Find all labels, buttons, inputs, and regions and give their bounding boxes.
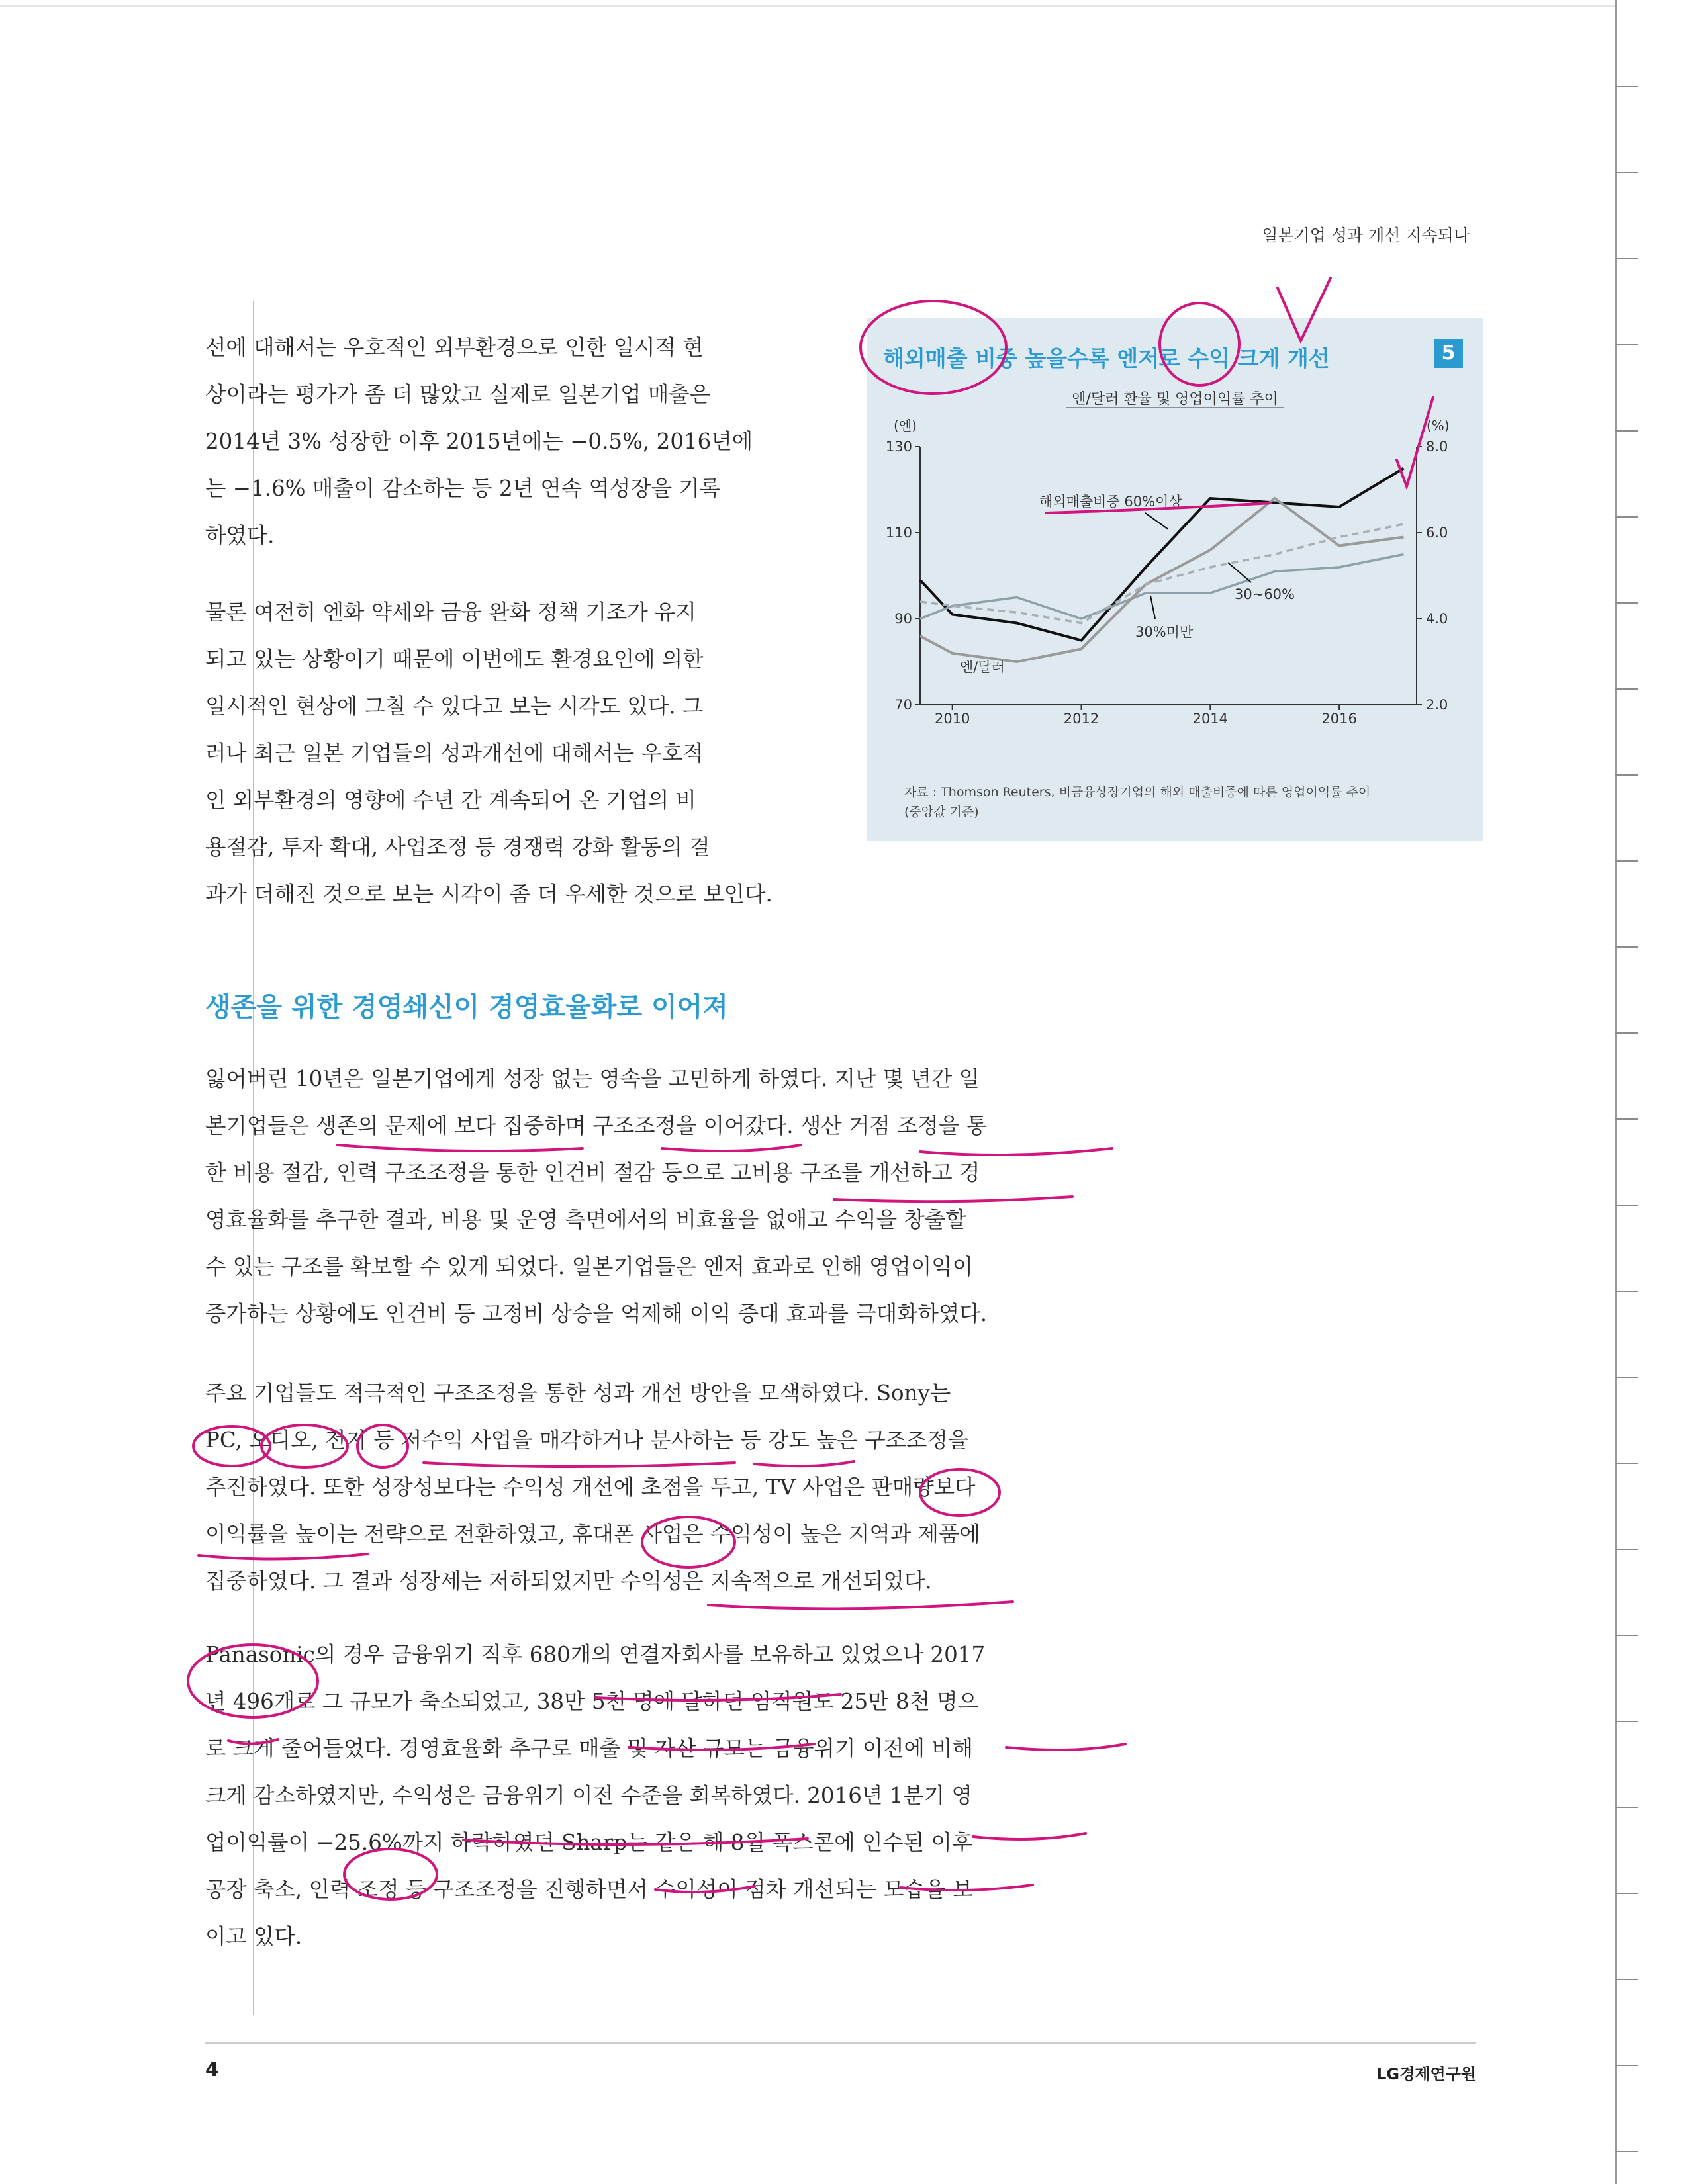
text-line: 영효율화를 추구한 결과, 비용 및 운영 측면에서의 비효율을 없애고 수익을 창출할 — [205, 1207, 966, 1232]
x-tick-label: 2012 — [1063, 711, 1100, 727]
y-right-tick-label: 2.0 — [1426, 697, 1448, 713]
ruler-tick — [1615, 946, 1638, 948]
text-line: 업이익률이 −25.6%까지 하락하였던 Sharp는 같은 해 8월 폭스콘에 인수된 이후 — [205, 1830, 973, 1855]
ruler-tick — [1615, 1893, 1638, 1894]
source-line: 자료 : Thomson Reuters, 비금융상장기업의 해외 매출비중에 따른 영업이익률 추이 — [904, 785, 1371, 799]
ruler-tick — [1615, 1377, 1638, 1378]
ruler-tick — [1615, 1635, 1638, 1636]
y-left-unit: (엔) — [894, 418, 917, 433]
series-label: 30~60% — [1235, 586, 1295, 602]
text-line: 되고 있는 상황이기 때문에 이번에도 환경요인에 의한 — [205, 647, 704, 672]
body-paragraph-5 — [205, 1631, 1165, 1960]
body-paragraph-3 — [205, 1056, 1165, 1338]
section-heading: 생존을 위한 경영쇄신이 경영효율화로 이어져 — [205, 992, 728, 1023]
series-label-leader — [1145, 513, 1168, 529]
text-line: 년 496개로 그 규모가 축소되었고, 38만 5천 명에 달하던 임직원도 25만 8천 명으 — [205, 1689, 979, 1714]
ruler-tick — [1615, 1979, 1638, 1980]
y-left-tick-label: 110 — [885, 525, 912, 541]
y-right-unit: (%) — [1427, 418, 1450, 433]
ruler-tick — [1615, 1463, 1638, 1464]
line-chart — [867, 377, 1483, 781]
series-line-3 — [920, 524, 1404, 623]
ruler-tick — [1615, 688, 1638, 690]
y-right-tick-label: 8.0 — [1426, 439, 1448, 455]
y-left-tick-label: 70 — [894, 697, 912, 713]
body-paragraph-4 — [205, 1370, 1165, 1605]
series-label: 30%미만 — [1135, 624, 1194, 640]
ruler-tick — [1615, 860, 1638, 862]
figure-number-badge: 5 — [1434, 339, 1463, 368]
series-label-leader — [1150, 596, 1155, 619]
text-line: 는 −1.6% 매출이 감소하는 등 2년 연속 역성장을 기록 — [205, 476, 721, 501]
text-line: 2014년 3% 성장한 이후 2015년에는 −0.5%, 2016년에 — [205, 429, 753, 454]
text-line: 용절감, 투자 확대, 사업조정 등 경쟁력 강화 활동의 결 — [205, 835, 710, 860]
ruler-tick — [1615, 1291, 1638, 1292]
ruler-tick — [1615, 2065, 1638, 2066]
ruler-tick — [1615, 1807, 1638, 1808]
text-line: 상이라는 평가가 좀 더 많았고 실제로 일본기업 매출은 — [205, 382, 711, 407]
figure-source — [904, 782, 1370, 822]
y-right-tick-label: 4.0 — [1426, 611, 1448, 627]
text-line: 잃어버린 10년은 일본기업에게 성장 없는 영속을 고민하게 하였다. 지난 몇 년간 일 — [205, 1066, 980, 1091]
ruler-tick — [1615, 774, 1638, 776]
text-line: 증가하는 상황에도 인건비 등 고정비 상승을 억제해 이익 증대 효과를 극대화하였다. — [205, 1301, 988, 1326]
text-line: 로 크게 줄어들었다. 경영효율화 추구로 매출 및 자산 규모는 금융위기 이전에 비해 — [205, 1736, 974, 1761]
text-line: 하였다. — [205, 523, 275, 548]
ruler-tick — [1615, 86, 1638, 87]
figure-5 — [867, 318, 1483, 841]
text-line: Panasonic의 경우 금융위기 직후 680개의 연결자회사를 보유하고 있었으나 2017 — [205, 1642, 986, 1667]
text-line: 크게 감소하였지만, 수익성은 금융위기 이전 수준을 회복하였다. 2016년 1분기 영 — [205, 1783, 972, 1808]
text-line: 과가 더해진 것으로 보는 시각이 좀 더 우세한 것으로 보인다. — [205, 882, 773, 907]
series-label: 해외매출비중 60%이상 — [1039, 494, 1182, 510]
ruler-tick — [1615, 172, 1638, 173]
scan-edge-top — [0, 5, 1615, 7]
text-line: 물론 여전히 엔화 약세와 금융 완화 정책 기조가 유지 — [205, 600, 696, 625]
ruler-tick — [1615, 2151, 1638, 2152]
text-line: 한 비용 절감, 인력 구조조정을 통한 인건비 절감 등으로 고비용 구조를 개선하고 경 — [205, 1160, 980, 1185]
footer-organization: LG경제연구원 — [1376, 2065, 1476, 2083]
ruler-tick — [1615, 258, 1638, 259]
series-label: 엔/달러 — [960, 659, 1005, 675]
page-number: 4 — [205, 2058, 219, 2081]
text-line: 집중하였다. 그 결과 성장세는 저하되었지만 수익성은 지속적으로 개선되었다. — [205, 1569, 932, 1594]
source-line: (중앙값 기준) — [904, 805, 979, 819]
text-line: 공장 축소, 인력 조정 등 구조조정을 진행하면서 수익성이 점차 개선되는 모습을 보 — [205, 1877, 974, 1902]
ruler-tick — [1615, 1032, 1638, 1034]
ruler-tick — [1615, 1721, 1638, 1722]
x-tick-label: 2010 — [934, 711, 970, 727]
text-line: 주요 기업들도 적극적인 구조조정을 통한 성과 개선 방안을 모색하였다. Sony는 — [205, 1381, 951, 1406]
text-line: 이익률을 높이는 전략으로 전환하였고, 휴대폰 사업은 수익성이 높은 지역과 제품에 — [205, 1522, 980, 1547]
ruler-tick — [1615, 516, 1638, 518]
body-paragraph-1 — [205, 324, 821, 559]
footer-rule — [205, 2042, 1476, 2044]
text-line: 추진하였다. 또한 성장성보다는 수익성 개선에 초점을 두고, TV 사업은 판매량보다 — [205, 1475, 976, 1500]
text-line: 수 있는 구조를 확보할 수 있게 되었다. 일본기업들은 엔저 효과로 인해 영업이익이 — [205, 1254, 974, 1279]
text-line: 이고 있다. — [205, 1924, 303, 1949]
x-tick-label: 2016 — [1321, 711, 1357, 727]
page-edge-ruler — [1615, 0, 1617, 2184]
text-line: 선에 대해서는 우호적인 외부환경으로 인한 일시적 현 — [205, 335, 704, 360]
y-left-tick-label: 90 — [894, 611, 912, 627]
text-line: PC, 오디오, 전지 등 저수익 사업을 매각하거나 분사하는 등 강도 높은 구조조정을 — [205, 1428, 969, 1453]
ruler-tick — [1615, 344, 1638, 345]
running-header: 일본기업 성과 개선 지속되나 — [1262, 226, 1470, 245]
y-right-tick-label: 6.0 — [1426, 525, 1448, 541]
x-tick-label: 2014 — [1192, 711, 1229, 727]
ruler-tick — [1615, 602, 1638, 604]
series-label-leader — [1228, 563, 1251, 582]
body-paragraph-2 — [205, 589, 900, 918]
text-line: 본기업들은 생존의 문제에 보다 집중하며 구조조정을 이어갔다. 생산 거점 조정을 통 — [205, 1113, 988, 1138]
chart-title: 엔/달러 환율 및 영업이익률 추이 — [1072, 391, 1278, 408]
ruler-tick — [1615, 430, 1638, 432]
ruler-tick — [1615, 1205, 1638, 1206]
figure-title: 해외매출 비중 높을수록 엔저로 수익 크게 개선 — [883, 345, 1330, 371]
text-line: 일시적인 현상에 그칠 수 있다고 보는 시각도 있다. 그 — [205, 694, 704, 719]
y-left-tick-label: 130 — [885, 439, 912, 455]
ruler-tick — [1615, 1118, 1638, 1120]
ruler-tick — [1615, 1549, 1638, 1550]
text-line: 인 외부환경의 영향에 수년 간 계속되어 온 기업의 비 — [205, 788, 696, 813]
text-line: 러나 최근 일본 기업들의 성과개선에 대해서는 우호적 — [205, 741, 704, 766]
